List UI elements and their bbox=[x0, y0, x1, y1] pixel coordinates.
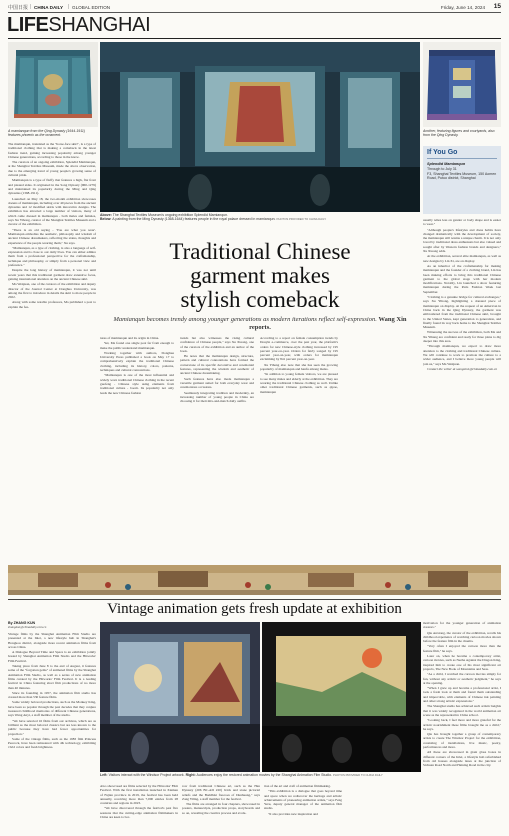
article1-column-5 bbox=[423, 218, 501, 562]
article1-paragraph: As an inheritor of the craftsmanship for making mamianqun and the founder of a clothing brand, Lin has been making efforts to bring this traditional Chinese garment to the global stage with her modern modifications. Notably, Lin launched a show featuring mamianqun during the Paris Fashion Week last September. bbox=[423, 263, 501, 294]
article1-paragraph: The curators of an ongoing exhibition, Splendid Mamianqun, at the Shanghai Textiles Museum, made the above observation, due to the emerging trend of young people's growing sense of cultural pride. bbox=[8, 160, 96, 178]
article1-paragraph: "In addition to young female visitors, we are pleased to see many males and elderly at the exhibition. They are wearing the traditional Chinese clothing as well. Unlike other traditional Chinese garments, such as qipao, mamianqun bbox=[260, 372, 338, 394]
article2-paragraph: Some of the vintage films, such as the 1983 film Princess Peacock, have been remastered with 4K technology, exhibiting vivid colors and fresh brightness. bbox=[8, 736, 96, 750]
article2-column-1 bbox=[8, 632, 96, 832]
caption-above-text: The Shanghai Textiles Museum's ongoing exhibition Splendid Mamianqun. bbox=[112, 213, 228, 217]
article1-paragraph: Launched on May 18, the two-month exhibition showcases dozens of mamianqun, including over 40 pieces from the ancient dynasties and 12 modified skirts with innovative designs. The exhibition has attracted a large number of visitors, many of which came dressed in mamianqun - both males and females, says Xu Yihong, curator of the Shanghai Textiles Museum and a curator of the exhibition. bbox=[8, 196, 96, 227]
left-photo-caption: A mamianqun from the Qing Dynasty (1644-1911) features phoenix as the ornament. bbox=[8, 129, 86, 138]
exhibition-hall-photo bbox=[100, 42, 420, 212]
article2-paragraph: The Shanghai studio has achieved such artistic heights that it was widely recognized in the world animation art scene as the representative China school. bbox=[423, 704, 501, 717]
article2-paragraph: Also showcased are films selected by the Hitworks' Film Festival. With the first installation launched in Xiamen of Fujian province in 2019, the festival has been held annually, receiving more than 7,000 entries from 28 countries and regions in 2023. bbox=[100, 784, 178, 806]
article1-paragraph: "Mamianqun is one of the most influential and widely worn traditional Chinese clothing in the recent guofeng - Chinese style using elements from traditional culture - boom. Its popularity not only leads the new Chinese fashion bbox=[100, 373, 174, 395]
article2-paragraph: row from traditional Chinese art, such as the Han Dynasty (206 BC-AD 220) brick and stone pictorial reliefs and the Buddhist frescoes of Dunhuang," says Zang Yiling, a staff member for the festival. bbox=[182, 784, 260, 801]
article1-paragraph: "There is an old saying - 'You are what you wear'. Mamianqun embodies the aesthetic, philosophy and wisdom of ancient Chinese dressmakers, reflecting the status, thoughts and experience of the people wearing them," Xu says. bbox=[8, 227, 96, 245]
article2-paragraph: "Looking back, I feel more and more grateful for the artistic nourishment these films brought me as a child," he says. bbox=[423, 718, 501, 731]
article2-photo-caption bbox=[100, 773, 421, 777]
article2-column-3 bbox=[182, 784, 260, 832]
article1-paragraph: usually relies less on gender or body shape and is easier to wear." bbox=[423, 218, 501, 227]
skirt-illustration bbox=[423, 42, 501, 127]
article1-paragraph: Working together with authors, Donghua University Press published a book on May 17 to comprehensively explain the traditional Chinese clothing, including its history, colors, patterns, techniques and cultural connotations. bbox=[100, 350, 174, 373]
article2-byline bbox=[8, 621, 96, 629]
article1-column-3 bbox=[180, 336, 254, 562]
caption-credit: PHOTOS PROVIDED TO CHINA DAILY bbox=[333, 773, 383, 777]
article1-paragraph: Ma Wenjuan, one of the curators of the exhibition and deputy director of the Journal Center at Donghua University, was among the first to introduce in details the skirt to more people in 2022. bbox=[8, 282, 96, 300]
masthead-divider: | bbox=[68, 4, 70, 10]
article1-deck bbox=[102, 316, 418, 332]
ming-painting-photo bbox=[8, 565, 501, 595]
masthead-date: Friday, June 14, 2024 bbox=[440, 4, 485, 10]
center-photo-caption bbox=[100, 213, 420, 222]
article1-paragraph: The mamianqun, translated as the "horse-face skirt", is a type of traditional clothing that is making a comeback in the latest fashion trend, gaining increasing popularity among younger Chinese generations, according to those in the know. bbox=[8, 142, 96, 159]
masthead-divider: | bbox=[30, 4, 32, 10]
article2-paragraph: "We have discovered through the festival's past five sessions that the cutting-edge animation filmmakers in China are keen to bor- bbox=[100, 806, 178, 820]
exhibition-hall-illustration bbox=[100, 42, 420, 212]
article2-column-2 bbox=[100, 784, 178, 832]
right-photo-caption: Another, featuring figures and courtyards, also from the Qing Dynasty. bbox=[423, 129, 495, 138]
article1-paragraph: He notes that the mamianqun design, structure, pattern and cultural connotations have formed the cornerstone of its specific decorative and ceremonial features, representing the wisdom and aesthetic of ancient Chinese dressmaking. bbox=[180, 354, 254, 376]
article1-paragraph: "Mamianqun, as a type of clothing, is also a language of self-expression and is close to our daily lives. You can either admire them from a professional perspective for the craftsmanship, technique and philosophy, or simply from a personal view and preference." bbox=[8, 245, 96, 268]
article1-paragraph: Seamlessly integrating tradition and modernity, an increasing number of young people in China are choosing it for their mix-and-match daily outfits. bbox=[180, 390, 254, 404]
section-title-light: SHANGHAI bbox=[48, 14, 151, 36]
article2-paragraph: Since its founding in 1957, the animation film studio has created more than 530 feature films. bbox=[8, 690, 96, 700]
animation-screening-photo bbox=[262, 622, 421, 772]
if-you-go-title: If You Go bbox=[427, 149, 497, 159]
headline-line: garment makes bbox=[190, 263, 330, 288]
left-skirt-photo bbox=[8, 42, 98, 127]
caption-left-text: Visitors interact with the Windsor Project artwork. bbox=[108, 773, 185, 777]
masthead-logo: 中国日报 bbox=[8, 5, 29, 11]
caption-credit: PHOTOS PROVIDED TO CHINA DAILY bbox=[276, 217, 327, 222]
article2-paragraph: Qiu has brought together a group of contemporary artists to create The Windsor Project for the exhibition, consisting of installations, live music, poetry, performances and more. bbox=[423, 732, 501, 750]
byline-name: By ZHANG KUN bbox=[8, 621, 36, 625]
article1-paragraph: According to a report on female consumption trends by Douyin e-commerce, over the past year, the platform's orders for new Chinese-style clothing increased by 195 percent year-on-year. Orders for fairly songed by 195 percent year-on-year, with orders for mamianqun exclaiming by 841 percent year-on-year. bbox=[260, 336, 338, 362]
article2-paragraph: Later on, when he became a contemporary artist, cartoon movies, such as Nezha Against the Dragon King, inspired him to create one of his most significant art projects, The New Book of Mountains and Seas. bbox=[423, 654, 501, 671]
section-rule bbox=[8, 38, 501, 39]
right-skirt-photo bbox=[423, 42, 501, 127]
article2-paragraph: Some widely beloved productions, such as the Monkey King, have been so popular through the past decades that they conjure treasured childhood memories of different Chinese generations, says Wang Anyi, a staff member of the studio. bbox=[8, 700, 96, 718]
article1-paragraph: "Through mamianqun, we expect to draw more attention to the clothing and traditional Chinese culture. We will continue to work to promote the culture to a wider audience, and I believe more young people will join us," says Ma Wenjuan. bbox=[423, 344, 501, 366]
caption-left-label: Left: bbox=[100, 773, 108, 777]
article1-paragraph: Along with some notable professors, Ma published a post to explain the fea- bbox=[8, 300, 96, 309]
article1-paragraph: "Although people's lifestyles and dress habits have changed dramatically with the development of society, the mamianqun still retains a unique charm. It is not only loved by traditional dress enthusiasts but also valued and sought after by Western fashion brands and designers," Xu Xiaong adds. bbox=[423, 227, 501, 254]
masthead-page-number: 15 bbox=[493, 3, 501, 10]
deck-text: Mamianqun becomes trendy among younger generations as modern iterations reflect self-expression. bbox=[113, 316, 377, 323]
caption-below-label: Below: bbox=[100, 217, 112, 222]
article1-column-1 bbox=[8, 142, 96, 562]
if-you-go-box bbox=[423, 146, 501, 214]
article1-paragraph: Such features have also made mamianqun a versatile garment suited for both everyday wear and ceremonious occasions. bbox=[180, 376, 254, 390]
article2-paragraph: motivation for the younger generation of animation creators." bbox=[423, 621, 501, 630]
painting-illustration bbox=[8, 565, 501, 595]
article2-column-4 bbox=[264, 784, 342, 832]
caption-right-text: Audiences enjoy the restored animation movies by the Shanghai Animation Film Studio. bbox=[196, 773, 333, 777]
windsor-project-photo bbox=[100, 622, 260, 772]
caption-below-text: A painting from the Ming Dynasty (1368-1644) features people in the royal palace dressed in mamianqun. bbox=[112, 217, 276, 222]
section-title-bold: LIFE bbox=[7, 14, 49, 36]
article2-paragraph: "We have selected 16 films from our archives, which are as brilliant as the most beloved classics but are less known to the public because they have had fewer opportunities for projection." bbox=[8, 718, 96, 736]
article1-paragraph: Yet, Ma found one single post far from enough to make the public understand mamianqun. bbox=[100, 341, 174, 350]
article2-headline: Vintage animation gets fresh update at exhibition bbox=[107, 601, 402, 617]
article1-paragraph: Despite the long history of mamianqun, it was not until recent years that this traditional garment drew extensive focus, gaining international attention on the ancient Chinese skirt. bbox=[8, 268, 96, 281]
article1-paragraph: "Clothing is a genuine bridge for cultural exchanges," says Xu Yihong, highlighting a donated piece of mamianqun on display. At the request of an American in China back in the Qing Dynasty, the garment was embroidered from the traditional Chinese skirt, brought to the United States, kept generation to generation, and finally found its way back home to the Shanghai Textiles Museum. bbox=[423, 295, 501, 330]
article2-paragraph: Taking place from June 8 to the end of August, it features some of the "forgotten gems" of animated films by the Shanghai Animation Film Studio, as well as a series of new animation films curated by the Hitworks' Film Festival. It is a leading festival in China featuring short film productions of no more than 40 minutes. bbox=[8, 664, 96, 690]
if-you-go-dates: Through to July 31 bbox=[427, 167, 457, 171]
masthead-rule bbox=[8, 12, 501, 13]
article1-headline bbox=[100, 240, 420, 312]
skirt-illustration bbox=[8, 42, 98, 127]
article1-column-4 bbox=[260, 336, 338, 562]
article2-paragraph: "This exhibition is a dialogue that goes beyond time and space when we rediscover the heritage and artistic achievements of pioneering animation artists," says Feng Yeru, deputy general manager of the animation film studio. bbox=[264, 789, 342, 811]
masthead bbox=[8, 3, 501, 12]
masthead-edition: GLOBAL EDITION bbox=[72, 4, 111, 10]
article1-paragraph: At the exhibition, several elite mamianqun, as well as new designs by Lin Xi, are on display. bbox=[423, 254, 501, 263]
article2-paragraph: Qiu Anxiong, the curator of the exhibition, recalls his childhood experience of watching cartoon movies shown before the feature film in the cinema. bbox=[423, 630, 501, 644]
article1-paragraph: Witnessing the success of the exhibition, both Ma and Xu Yihang are confident and ready for three plans to dig deeper into this area. bbox=[423, 330, 501, 344]
headline-line: Traditional Chinese bbox=[169, 239, 351, 264]
article1-paragraph: tures of mamianqun and its origin in China. bbox=[100, 336, 160, 340]
article1-paragraph: Mamianqun is a type of fluffy that features a high, flat front and pleated sides. It originated in the Song Dynasty (960-1279) and maintained its popularity during the Ming and Qing dynasties (1368-1911). bbox=[8, 178, 96, 196]
caption-right-label: Right: bbox=[185, 773, 196, 777]
article2-paragraph: "It also provides new inspiration and bbox=[268, 811, 318, 816]
caption-above-label: Above: bbox=[100, 213, 112, 217]
article1-paragraph: Xu Yihang also note that she has seen the growing popularity of mamianqun and hanfu among males. bbox=[260, 362, 338, 372]
if-you-go-venue: F3, Shanghai Textiles Museum, 150 Aomen Road, Putuo district, Shanghai bbox=[427, 172, 497, 181]
article2-column-5 bbox=[423, 621, 501, 832]
article1-paragraph: trends but also witnesses the rising cultural confidence of Chinese people," says Xu Xiaong, one of the curators of the exhibition and an author of the book. bbox=[180, 336, 254, 353]
installation-illustration bbox=[100, 622, 260, 772]
article2-paragraph: "When I grew up and became a professional artist, I took a fresh look at them and found them outstanding and impeccable, with elements of Chinese ink painting and other strong artistic expressions." bbox=[423, 686, 501, 704]
screening-illustration bbox=[262, 622, 421, 772]
article2-paragraph: Vintage films by the Shanghai Animation Film Studio are presented at the Inlet, a new lifestyle hub in Shanghai's Hongkou district, alongside more recent animation films from across China. bbox=[8, 632, 96, 649]
article2-paragraph: A Dialogue Beyond Time and Space is an exhibition jointly hosted by Shanghai Animation Film Studio and the Hitworks' Film Festival. bbox=[8, 650, 96, 663]
deck-byline: Wang Xin reports. bbox=[249, 316, 407, 331]
article2-paragraph: "As a child, I watched the cartoon movies simply for fun, without any artistic or aesthetic judgment," he says at the opening. bbox=[423, 672, 501, 685]
article2-top-rule bbox=[8, 599, 501, 600]
byline-email: zhangkun@chinadaily.com.cn bbox=[8, 625, 47, 629]
article1-column-2 bbox=[100, 336, 174, 562]
article2-paragraph: "Very often I enjoyed the cartoon more than the feature film," he says. bbox=[423, 644, 501, 653]
article2-paragraph: The films are arranged in four chapters, showcased in posters, manuscripts, production props, storyboards and so on, revealing the creative process and evolu- bbox=[182, 802, 260, 815]
if-you-go-event: Splendid Mamianqun bbox=[427, 162, 466, 166]
article2-paragraph: tion of the art and craft of animation filmmaking. bbox=[264, 784, 331, 788]
article1-contact: Contact the writer at wangxin1@chinadaily.com.cn bbox=[427, 366, 498, 371]
headline-line: stylish comeback bbox=[180, 287, 340, 312]
section-title bbox=[7, 14, 150, 36]
article2-paragraph: All these are showcased in giant glass boxes in different corners of the Inlet, a lifestyle hub refurbished from old houses alongside lanes at the junction of Sichuan Road North and Haining Road in the city. bbox=[423, 750, 501, 768]
masthead-paper-name: CHINA DAILY bbox=[34, 4, 64, 10]
